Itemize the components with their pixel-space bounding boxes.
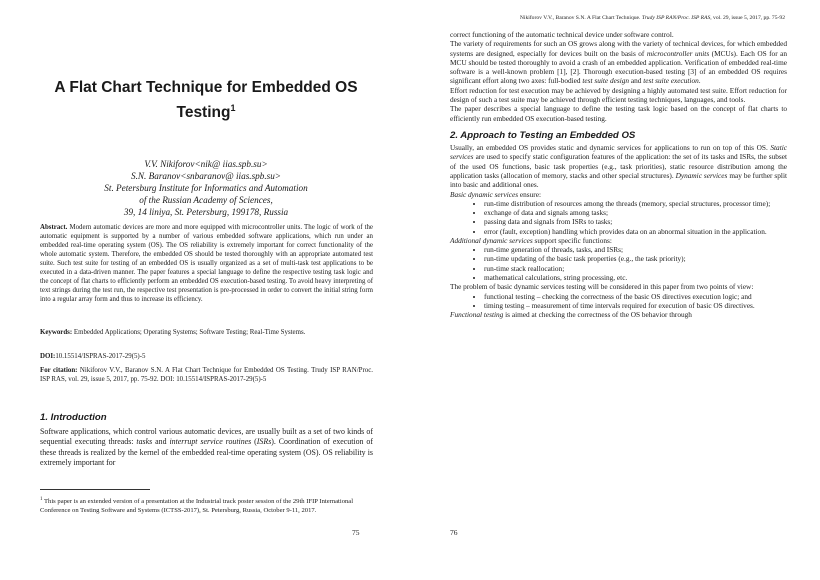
additional-services-label: Additional dynamic services (450, 235, 533, 245)
p7-term-functional-testing: Functional testing (450, 310, 504, 320)
paragraph-5 (450, 143, 787, 189)
footnote-mark: 1 (40, 497, 43, 502)
title-footnote-mark: 1 (230, 103, 236, 113)
authors-block (36, 158, 376, 218)
list-item: • run-time distribution of resources among the threads (memory, special structures, processor time); (484, 199, 787, 208)
p5-text-b: are used to specify static configuration features of the application: the set of its tasks and ISRs, the subset of the used OS functions, basic task properties (e.g., task priorities), static resource distribution among the application tasks (allocation of memory, stacks and other special structures). (450, 152, 787, 180)
p2-text-end: . (698, 76, 701, 86)
p7-text: is aimed at checking the correctness of the OS behavior through (503, 310, 692, 320)
author-line-2: S.N. Baranov<snbaranov@ iias.spb.su> (131, 171, 281, 181)
additional-services-suffix: support specific functions: (532, 235, 612, 245)
additional-services-intro (450, 236, 787, 245)
list-item: • run-time updating of the basic task properties (e.g., the task priority); (484, 254, 787, 263)
p2-text-a: The variety of requirements for such an OS grows along with the variety of technical devices, for which embedded systems are designed, especially for devices built on the basis of (450, 39, 787, 58)
p2-term-test-suite-execution: test suite execution (643, 76, 699, 86)
list-item: • exchange of data and signals among tasks; (484, 208, 787, 217)
citation (40, 366, 373, 384)
section-1-heading: 1. Introduction (40, 412, 107, 423)
p2-text-and: and (629, 76, 644, 86)
list-item: • error (fault, exception) handling which provides data on an abnormal situation in the application. (484, 227, 787, 236)
p2-term-test-suite-design: test suite design (582, 76, 630, 86)
list-item: • passing data and signals from ISRs to tasks; (484, 217, 787, 226)
p2-text-b: (MCUs). Each OS for an MCU should be tested thoroughly to avoid a crash of an embedded application. Verification of embedded real-time software is a well-known problem [1], [2]. Thorough execution-based testing [3] of an embedded OS requires significant effort along two axes: full-bodied (450, 48, 788, 86)
list-item: • mathematical calculations, string processing, etc. (484, 273, 787, 282)
paragraph-3: Effort reduction for test execution may be achieved by designing a highly automated test suite. Effort reduction for design of such a test suite may be achieved through efficient testing techniques, languages, and tools. (450, 85, 787, 104)
paper-title-text: A Flat Chart Technique for Embedded OS Testing (54, 79, 358, 122)
introduction-paragraph (40, 427, 373, 468)
citation-label: For citation: (40, 367, 78, 374)
paper-title (36, 78, 376, 123)
page-number-left: 75 (352, 528, 360, 537)
doi-label: DOI: (40, 353, 56, 360)
running-head-issue: , vol. 29, issue 5, 2017, pp. 75-92 (710, 15, 785, 21)
p5-text-a: Usually, an embedded OS provides static and dynamic services for applications to run on top of this OS. (450, 143, 771, 153)
running-head-authors: Nikiforov V.V., Baranov S.N. A Flat Chart Technique. (519, 15, 642, 21)
p5-term-static: Static services (450, 143, 787, 162)
additional-services-list (450, 245, 787, 282)
paragraph-7 (450, 310, 787, 319)
p2-term-mcu: microcontroller units (646, 48, 710, 58)
testing-views-list (450, 292, 787, 311)
list-item: • timing testing – measurement of time intervals required for execution of basic OS directives. (484, 301, 787, 310)
citation-text: Nikiforov V.V., Baranov S.N. A Flat Chart Technique for Embedded OS Testing. Trudy ISP RAN/Proc. ISP RAS, vol. 29, issue 5, 2017, pp. 75-92. DOI: 10.15514/ISPRAS-2017-29(5)-5 (40, 367, 373, 383)
basic-services-intro (450, 190, 787, 199)
intro-text-paren: ( (251, 437, 257, 447)
keywords-label: Keywords: (40, 329, 73, 336)
intro-text-2: ). Coordination of execution of these threads is realized by the kernel of the embedded real-time operating system (OS). OS reliability is extremely important for (40, 437, 373, 467)
list-item: • run-time generation of threads, tasks, and ISRs; (484, 245, 787, 254)
list-item: • run-time stack reallocation; (484, 264, 787, 273)
right-page (410, 0, 820, 580)
footnote (40, 496, 373, 516)
keywords-text: Embedded Applications; Operating Systems; Software Testing; Real-Time Systems. (73, 329, 306, 336)
footnote-divider (40, 489, 150, 490)
footnote-text: This paper is an extended version of a presentation at the Industrial track poster session of the 29th IFIP International Conference on Testing Software and Systems (ICTSS-2017), St. Petersburg, Russia, October 9-11, 2017. (40, 498, 354, 514)
doi (40, 352, 373, 361)
keywords (40, 328, 373, 337)
author-line-1: V.V. Nikiforov<nik@ iias.spb.su> (144, 159, 268, 169)
paragraph-2 (450, 39, 787, 85)
list-item: • functional testing – checking the correctness of the basic OS directives execution logic; and (484, 292, 787, 301)
intro-term-isrs: ISRs (256, 437, 272, 447)
running-head (410, 15, 785, 21)
right-page-body (450, 30, 787, 319)
basic-services-label: Basic dynamic services (450, 189, 519, 199)
running-head-journal: Trudy ISP RAN/Proc. ISP RAS (641, 15, 711, 21)
paragraph-6: The problem of basic dynamic services testing will be considered in this paper from two points of view: (450, 282, 754, 292)
doi-text: 10.15514/ISPRAS-2017-29(5)-5 (55, 353, 146, 360)
p5-text-c: may be further split into basic and additional ones. (450, 170, 787, 190)
paragraph-4: The paper describes a special language to define the testing task logic based on the concept of flat charts to efficiently run embedded OS execution-based testing. (450, 104, 787, 123)
basic-services-suffix: ensure: (518, 189, 541, 199)
p5-term-dynamic: Dynamic services (675, 170, 728, 180)
intro-term-isr: interrupt service routines (169, 437, 252, 447)
abstract-label: Abstract. (40, 224, 68, 231)
page-number-right: 76 (450, 528, 458, 537)
section-2-heading: 2. Approach to Testing an Embedded OS (450, 129, 636, 141)
affiliation-line-2: of the Russian Academy of Sciences, (139, 195, 273, 205)
basic-services-list (450, 199, 787, 236)
address-line: 39, 14 liniya, St. Petersburg, 199178, Russia (123, 207, 289, 217)
intro-term-tasks: tasks (136, 437, 153, 447)
paragraph-1: correct functioning of the automatic technical device under software control. (450, 30, 674, 39)
abstract (40, 223, 373, 304)
affiliation-line-1: St. Petersburg Institute for Informatics and Automation (104, 183, 308, 193)
abstract-text: Modern automatic devices are more and more equipped with microcontroller units. The logic of work of the automatic equipment is supported by a number of various embedded software applications, which run under an embedded real-time operating system (OS). The OS reliability is extremely important for correct functionality of the whole automatic system. Therefore, the embedded OS should be tested thoroughly with an appropriate automated test suite. Such test suite for testing of an embedded OS is usually organized as a set of multi-task test applications to be executed in a data-driven manner. The paper features a special language to define the respective testing task logic and the concept of flat charts to efficiently perform an embedded OS execution-based testing. To avoid heavy interpreting of text strings during the test run, the respective test presentation is pre-processed in order to convert the initial string form into a regular array form and thus to increase its efficiency. (40, 224, 373, 303)
intro-text-and: and (152, 437, 170, 447)
intro-text-1: Software applications, which control various automatic devices, are usually built as a set of two kinds of sequential executing threads: (40, 427, 373, 447)
